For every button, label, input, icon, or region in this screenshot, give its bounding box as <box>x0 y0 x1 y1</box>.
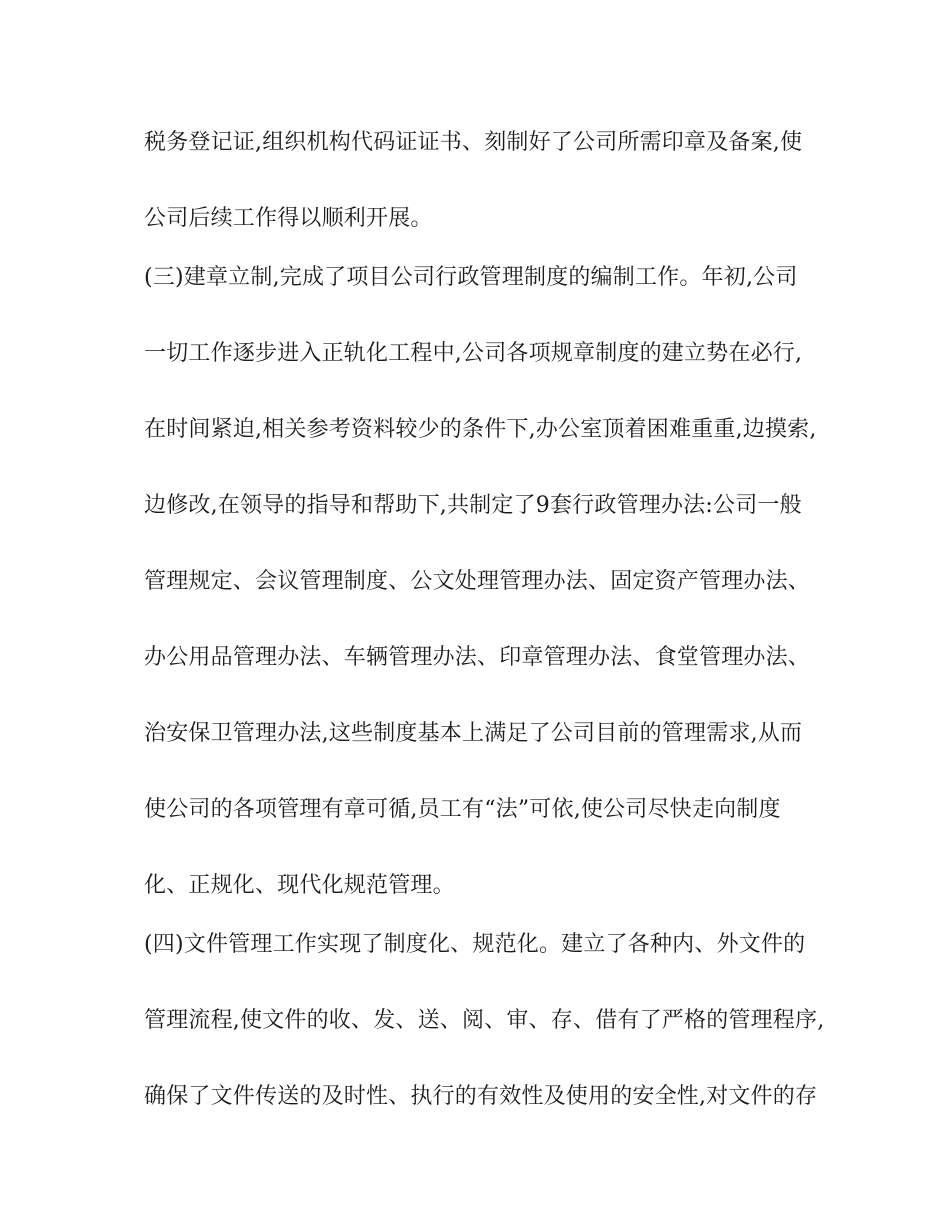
text-line-13: 管理流程,使文件的收、发、送、阅、审、存、借有了严格的管理程序, <box>144 1008 825 1033</box>
text-line-6: 边修改,在领导的指导和帮助下,共制定了9套行政管理办法:公司一般 <box>144 493 802 518</box>
text-line-9: 治安保卫管理办法,这些制度基本上满足了公司目前的管理需求,从而 <box>144 721 803 746</box>
section-4-heading-line: (四)文件管理工作实现了制度化、规范化。建立了各种内、外文件的 <box>144 932 806 957</box>
text-line-1: 税务登记证,组织机构代码证证书、刻制好了公司所需印章及备案,使 <box>144 130 803 155</box>
text-line-8: 办公用品管理办法、车辆管理办法、印章管理办法、食堂管理办法、 <box>144 645 811 670</box>
text-line-2: 公司后续工作得以顺利开展。 <box>144 206 433 231</box>
text-line-14: 确保了文件传送的及时性、执行的有效性及使用的安全性,对文件的存 <box>144 1084 818 1109</box>
text-line-5: 在时间紧迫,相关参考资料较少的条件下,办公室顶着困难重重,边摸索, <box>144 417 817 442</box>
section-3-heading-line: (三)建章立制,完成了项目公司行政管理制度的编制工作。年初,公司 <box>144 265 798 290</box>
text-line-11: 化、正规化、现代化规范管理。 <box>144 873 455 898</box>
text-line-7: 管理规定、会议管理制度、公文处理管理办法、固定资产管理办法、 <box>144 569 811 594</box>
text-line-4: 一切工作逐步进入正轨化工程中,公司各项规章制度的建立势在必行, <box>144 341 803 366</box>
text-line-10: 使公司的各项管理有章可循,员工有“法”可依,使公司尽快走向制度 <box>144 797 781 822</box>
